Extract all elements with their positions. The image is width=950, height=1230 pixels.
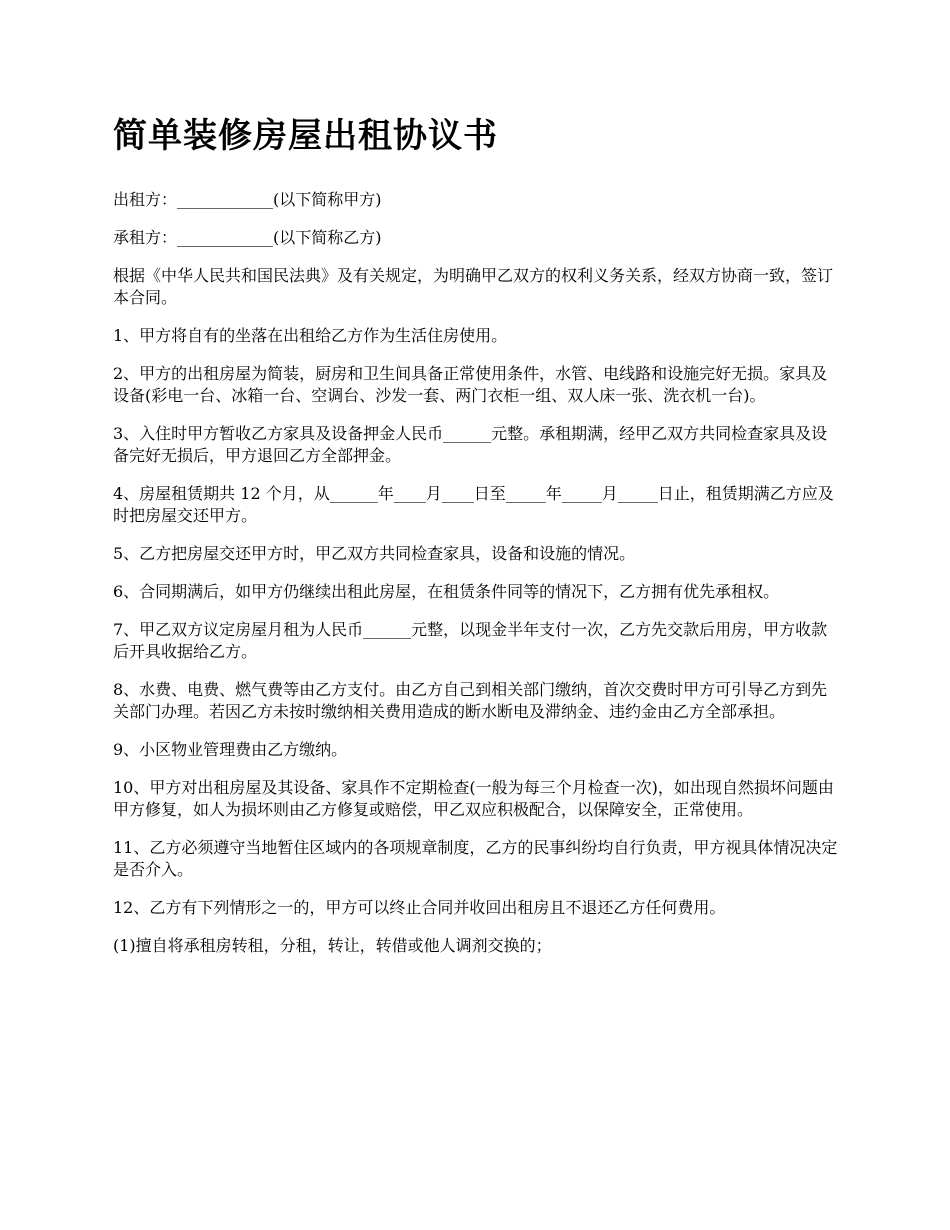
clause-8: 8、水费、电费、燃气费等由乙方支付。由乙方自己到相关部门缴纳，首次交费时甲方可引导乙方到先关部门办理。若因乙方未按时缴纳相关费用造成的断水断电及滞纳金、违约金由乙方全部承担。 (113, 680, 828, 721)
preamble-paragraph: 根据《中华人民共和国民法典》及有关规定，为明确甲乙双方的权利义务关系，经双方协商一致，签订本合同。 (113, 266, 834, 307)
clause-6: 6、合同期满后，如甲方仍继续出租此房屋，在租赁条件同等的情况下，乙方拥有优先承租权。 (113, 582, 780, 601)
lessor-line: 出租方：____________(以下简称甲方) (113, 190, 382, 209)
clause-3: 3、入住时甲方暂收乙方家具及设备押金人民币______元整。承租期满，经甲乙双方共同检查家具及设备完好无损后，甲方退回乙方全部押金。 (113, 424, 828, 465)
clause-12: 12、乙方有下列情形之一的，甲方可以终止合同并收回出租房且不退还乙方任何费用。 (113, 898, 726, 917)
clause-11: 11、乙方必须遵守当地暂住区域内的各项规章制度，乙方的民事纠纷均自行负责，甲方视具体情况决定是否介入。 (113, 838, 838, 879)
clause-4: 4、房屋租赁期共 12 个月，从______年____月____日至_____年_____月_____日止，租赁期满乙方应及时把房屋交还甲方。 (113, 484, 834, 525)
lessee-line: 承租方：____________(以下简称乙方) (113, 228, 382, 247)
clause-5: 5、乙方把房屋交还甲方时，甲乙双方共同检查家具，设备和设施的情况。 (113, 544, 636, 563)
clause-1: 1、甲方将自有的坐落在出租给乙方作为生活住房使用。 (113, 326, 508, 345)
clause-10: 10、甲方对出租房屋及其设备、家具作不定期检查(一般为每三个月检查一次)，如出现自然损坏问题由甲方修复，如人为损坏则由乙方修复或赔偿，甲乙双应积极配合，以保障安全，正常使用。 (113, 778, 834, 819)
clause-9: 9、小区物业管理费由乙方缴纳。 (113, 740, 348, 759)
document-body (113, 113, 840, 973)
document-title: 简单装修房屋出租协议书 (113, 116, 498, 156)
clause-7: 7、甲乙双方议定房屋月租为人民币______元整，以现金半年支付一次，乙方先交款后用房，甲方收款后开具收据给乙方。 (113, 620, 828, 661)
clause-2: 2、甲方的出租房屋为简装，厨房和卫生间具备正常使用条件，水管、电线路和设施完好无损。家具及设备(彩电一台、冰箱一台、空调台、沙发一套、两门衣柜一组、双人床一张、洗衣机一台)。 (113, 364, 828, 405)
sub-clause-1: (1)擅自将承租房转租，分租，转让，转借或他人调剂交换的； (113, 936, 552, 955)
